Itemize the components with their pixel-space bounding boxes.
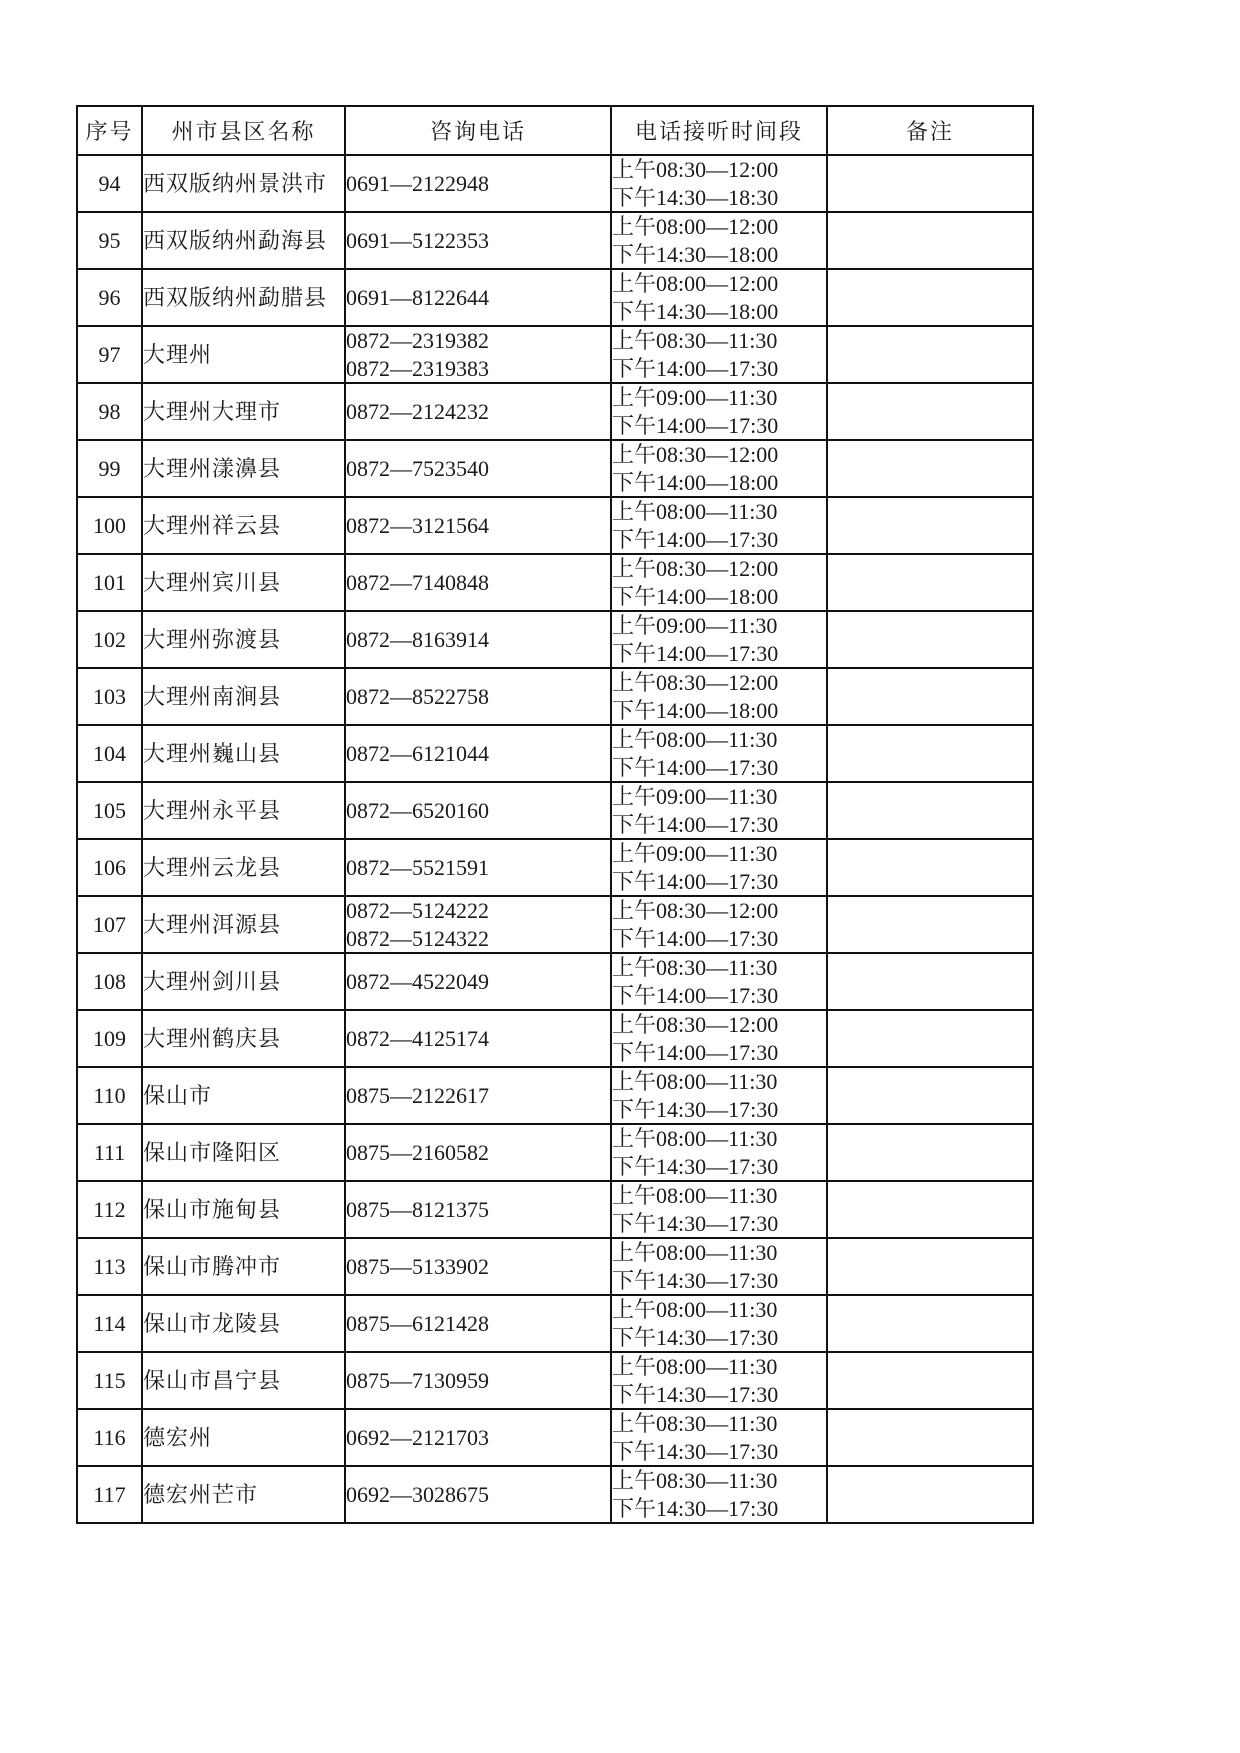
- remarks-cell: [827, 383, 1033, 440]
- phone-cell: [345, 1409, 611, 1466]
- region-name: 大理州南涧县: [142, 668, 345, 725]
- serial-number: 116: [77, 1409, 142, 1466]
- hours-cell: [611, 1124, 827, 1181]
- serial-number: 110: [77, 1067, 142, 1124]
- phone-number: 0872—2319383: [346, 355, 489, 381]
- phone-number: 0872—5124222: [346, 898, 489, 923]
- phone-number: 0691—2122948: [346, 170, 489, 196]
- morning-hours: 上午08:00—11:30: [612, 1297, 778, 1322]
- afternoon-hours: 下午14:30—18:00: [612, 298, 779, 324]
- phone-cell: [345, 554, 611, 611]
- morning-hours: 上午08:30—12:00: [612, 157, 779, 182]
- afternoon-hours: 下午14:00—17:30: [612, 868, 779, 894]
- phone-cell: [345, 782, 611, 839]
- hours-cell: [611, 554, 827, 611]
- morning-hours: 上午08:00—12:00: [612, 271, 779, 296]
- afternoon-hours: 下午14:00—17:30: [612, 1039, 779, 1065]
- serial-number: 117: [77, 1466, 142, 1523]
- remarks-cell: [827, 1295, 1033, 1352]
- table-row: [77, 440, 1033, 497]
- phone-cell: [345, 326, 611, 383]
- phone-cell: [345, 1124, 611, 1181]
- serial-number: 97: [77, 326, 142, 383]
- table-row: [77, 1181, 1033, 1238]
- table-row: [77, 212, 1033, 269]
- afternoon-hours: 下午14:00—17:30: [612, 526, 779, 552]
- table-header-row: [77, 106, 1033, 155]
- phone-cell: [345, 212, 611, 269]
- phone-number: 0875—6121428: [346, 1310, 489, 1336]
- table-row: [77, 1238, 1033, 1295]
- phone-cell: [345, 668, 611, 725]
- table-row: [77, 155, 1033, 212]
- phone-cell: [345, 1352, 611, 1409]
- serial-number: 109: [77, 1010, 142, 1067]
- serial-number: 115: [77, 1352, 142, 1409]
- hours-cell: [611, 611, 827, 668]
- remarks-cell: [827, 1181, 1033, 1238]
- phone-cell: [345, 497, 611, 554]
- morning-hours: 上午09:00—11:30: [612, 784, 778, 809]
- table-row: [77, 326, 1033, 383]
- region-name: 西双版纳州勐腊县: [142, 269, 345, 326]
- header-answer-hours: 电话接听时间段: [611, 106, 827, 155]
- table-row: [77, 782, 1033, 839]
- hours-cell: [611, 953, 827, 1010]
- hours-cell: [611, 1352, 827, 1409]
- morning-hours: 上午08:00—11:30: [612, 1069, 778, 1094]
- region-name: 大理州剑川县: [142, 953, 345, 1010]
- serial-number: 95: [77, 212, 142, 269]
- afternoon-hours: 下午14:00—17:30: [612, 811, 779, 837]
- afternoon-hours: 下午14:30—17:30: [612, 1495, 779, 1521]
- table-body: [77, 155, 1033, 1523]
- hours-cell: [611, 782, 827, 839]
- afternoon-hours: 下午14:30—17:30: [612, 1438, 779, 1464]
- phone-cell: [345, 269, 611, 326]
- serial-number: 105: [77, 782, 142, 839]
- phone-number: 0875—8121375: [346, 1196, 489, 1222]
- remarks-cell: [827, 326, 1033, 383]
- remarks-cell: [827, 1238, 1033, 1295]
- hours-cell: [611, 440, 827, 497]
- region-name: 保山市龙陵县: [142, 1295, 345, 1352]
- remarks-cell: [827, 1124, 1033, 1181]
- phone-cell: [345, 1295, 611, 1352]
- phone-cell: [345, 1238, 611, 1295]
- morning-hours: 上午09:00—11:30: [612, 841, 778, 866]
- phone-cell: [345, 1466, 611, 1523]
- serial-number: 107: [77, 896, 142, 953]
- table-row: [77, 668, 1033, 725]
- remarks-cell: [827, 554, 1033, 611]
- hours-cell: [611, 725, 827, 782]
- table-row: [77, 1466, 1033, 1523]
- region-name: 大理州云龙县: [142, 839, 345, 896]
- serial-number: 108: [77, 953, 142, 1010]
- hours-cell: [611, 1409, 827, 1466]
- region-name: 保山市腾冲市: [142, 1238, 345, 1295]
- serial-number: 106: [77, 839, 142, 896]
- phone-cell: [345, 440, 611, 497]
- serial-number: 104: [77, 725, 142, 782]
- afternoon-hours: 下午14:30—17:30: [612, 1153, 779, 1179]
- table-row: [77, 953, 1033, 1010]
- phone-number: 0872—6520160: [346, 797, 489, 823]
- afternoon-hours: 下午14:30—18:00: [612, 241, 779, 267]
- hours-cell: [611, 383, 827, 440]
- region-name: 保山市施甸县: [142, 1181, 345, 1238]
- region-name: 德宏州芒市: [142, 1466, 345, 1523]
- serial-number: 101: [77, 554, 142, 611]
- afternoon-hours: 下午14:00—17:30: [612, 754, 779, 780]
- region-name: 大理州永平县: [142, 782, 345, 839]
- morning-hours: 上午08:30—11:30: [612, 1411, 778, 1436]
- phone-cell: [345, 896, 611, 953]
- table-row: [77, 611, 1033, 668]
- table-row: [77, 1295, 1033, 1352]
- morning-hours: 上午09:00—11:30: [612, 385, 778, 410]
- phone-number: 0872—8522758: [346, 683, 489, 709]
- region-name: 大理州弥渡县: [142, 611, 345, 668]
- hours-cell: [611, 1295, 827, 1352]
- hours-cell: [611, 668, 827, 725]
- phone-number: 0875—7130959: [346, 1367, 489, 1393]
- hours-cell: [611, 269, 827, 326]
- morning-hours: 上午08:00—11:30: [612, 1240, 778, 1265]
- region-name: 西双版纳州景洪市: [142, 155, 345, 212]
- afternoon-hours: 下午14:00—17:30: [612, 982, 779, 1008]
- phone-cell: [345, 839, 611, 896]
- hours-cell: [611, 1067, 827, 1124]
- header-remarks: 备注: [827, 106, 1033, 155]
- hours-cell: [611, 155, 827, 212]
- morning-hours: 上午08:30—12:00: [612, 670, 779, 695]
- afternoon-hours: 下午14:30—18:30: [612, 184, 779, 210]
- region-name: 大理州巍山县: [142, 725, 345, 782]
- morning-hours: 上午08:30—11:30: [612, 328, 778, 353]
- serial-number: 103: [77, 668, 142, 725]
- table-row: [77, 839, 1033, 896]
- region-name: 保山市: [142, 1067, 345, 1124]
- table-row: [77, 497, 1033, 554]
- phone-number: 0872—2319382: [346, 328, 489, 353]
- phone-number: 0872—2124232: [346, 398, 489, 424]
- phone-number: 0872—3121564: [346, 512, 489, 538]
- region-name: 西双版纳州勐海县: [142, 212, 345, 269]
- phone-number: 0872—8163914: [346, 626, 489, 652]
- region-name: 大理州大理市: [142, 383, 345, 440]
- remarks-cell: [827, 155, 1033, 212]
- afternoon-hours: 下午14:00—17:30: [612, 355, 779, 381]
- remarks-cell: [827, 896, 1033, 953]
- afternoon-hours: 下午14:30—17:30: [612, 1324, 779, 1350]
- phone-number: 0872—5521591: [346, 854, 489, 880]
- phone-cell: [345, 1010, 611, 1067]
- header-consult-phone: 咨询电话: [345, 106, 611, 155]
- phone-number: 0692—3028675: [346, 1481, 489, 1507]
- afternoon-hours: 下午14:00—17:30: [612, 925, 779, 951]
- remarks-cell: [827, 611, 1033, 668]
- region-name: 保山市隆阳区: [142, 1124, 345, 1181]
- afternoon-hours: 下午14:00—17:30: [612, 412, 779, 438]
- remarks-cell: [827, 1067, 1033, 1124]
- hours-cell: [611, 1238, 827, 1295]
- region-name: 大理州鹤庆县: [142, 1010, 345, 1067]
- table-row: [77, 269, 1033, 326]
- afternoon-hours: 下午14:30—17:30: [612, 1267, 779, 1293]
- region-name: 大理州漾濞县: [142, 440, 345, 497]
- table-row: [77, 383, 1033, 440]
- phone-number: 0875—2160582: [346, 1139, 489, 1165]
- serial-number: 112: [77, 1181, 142, 1238]
- region-name: 德宏州: [142, 1409, 345, 1466]
- phone-number: 0872—4125174: [346, 1025, 489, 1051]
- afternoon-hours: 下午14:30—17:30: [612, 1096, 779, 1122]
- region-name: 保山市昌宁县: [142, 1352, 345, 1409]
- remarks-cell: [827, 1352, 1033, 1409]
- remarks-cell: [827, 1010, 1033, 1067]
- remarks-cell: [827, 497, 1033, 554]
- table-row: [77, 1409, 1033, 1466]
- remarks-cell: [827, 839, 1033, 896]
- phone-number: 0691—5122353: [346, 227, 489, 253]
- consultation-phone-table: [76, 105, 1034, 1524]
- remarks-cell: [827, 1466, 1033, 1523]
- remarks-cell: [827, 782, 1033, 839]
- serial-number: 113: [77, 1238, 142, 1295]
- serial-number: 98: [77, 383, 142, 440]
- phone-cell: [345, 1067, 611, 1124]
- serial-number: 100: [77, 497, 142, 554]
- serial-number: 102: [77, 611, 142, 668]
- morning-hours: 上午08:00—11:30: [612, 1354, 778, 1379]
- afternoon-hours: 下午14:00—18:00: [612, 583, 779, 609]
- phone-number: 0691—8122644: [346, 284, 489, 310]
- phone-number: 0872—6121044: [346, 740, 489, 766]
- region-name: 大理州: [142, 326, 345, 383]
- hours-cell: [611, 1466, 827, 1523]
- remarks-cell: [827, 953, 1033, 1010]
- phone-number: 0875—5133902: [346, 1253, 489, 1279]
- hours-cell: [611, 896, 827, 953]
- region-name: 大理州祥云县: [142, 497, 345, 554]
- phone-cell: [345, 383, 611, 440]
- hours-cell: [611, 212, 827, 269]
- header-region-name: 州市县区名称: [142, 106, 345, 155]
- hours-cell: [611, 497, 827, 554]
- afternoon-hours: 下午14:00—18:00: [612, 697, 779, 723]
- phone-number: 0872—7140848: [346, 569, 489, 595]
- header-serial-number: 序号: [77, 106, 142, 155]
- phone-cell: [345, 953, 611, 1010]
- phone-cell: [345, 611, 611, 668]
- morning-hours: 上午08:30—12:00: [612, 556, 779, 581]
- remarks-cell: [827, 212, 1033, 269]
- phone-number: 0875—2122617: [346, 1082, 489, 1108]
- serial-number: 99: [77, 440, 142, 497]
- phone-number: 0692—2121703: [346, 1424, 489, 1450]
- remarks-cell: [827, 440, 1033, 497]
- remarks-cell: [827, 668, 1033, 725]
- hours-cell: [611, 1181, 827, 1238]
- morning-hours: 上午08:00—11:30: [612, 1126, 778, 1151]
- hours-cell: [611, 839, 827, 896]
- serial-number: 111: [77, 1124, 142, 1181]
- table-row: [77, 1010, 1033, 1067]
- afternoon-hours: 下午14:30—17:30: [612, 1210, 779, 1236]
- table-row: [77, 896, 1033, 953]
- region-name: 大理州宾川县: [142, 554, 345, 611]
- phone-cell: [345, 725, 611, 782]
- morning-hours: 上午08:30—11:30: [612, 955, 778, 980]
- afternoon-hours: 下午14:00—18:00: [612, 469, 779, 495]
- table-row: [77, 1067, 1033, 1124]
- phone-cell: [345, 1181, 611, 1238]
- phone-cell: [345, 155, 611, 212]
- afternoon-hours: 下午14:00—17:30: [612, 640, 779, 666]
- morning-hours: 上午08:30—11:30: [612, 1468, 778, 1493]
- morning-hours: 上午08:00—11:30: [612, 1183, 778, 1208]
- serial-number: 96: [77, 269, 142, 326]
- phone-number: 0872—7523540: [346, 455, 489, 481]
- region-name: 大理州洱源县: [142, 896, 345, 953]
- morning-hours: 上午08:30—12:00: [612, 898, 779, 923]
- hours-cell: [611, 1010, 827, 1067]
- morning-hours: 上午08:00—11:30: [612, 727, 778, 752]
- morning-hours: 上午09:00—11:30: [612, 613, 778, 638]
- remarks-cell: [827, 269, 1033, 326]
- phone-number: 0872—5124322: [346, 925, 489, 951]
- table-row: [77, 554, 1033, 611]
- serial-number: 114: [77, 1295, 142, 1352]
- remarks-cell: [827, 1409, 1033, 1466]
- table-row: [77, 1352, 1033, 1409]
- morning-hours: 上午08:00—11:30: [612, 499, 778, 524]
- phone-number: 0872—4522049: [346, 968, 489, 994]
- remarks-cell: [827, 725, 1033, 782]
- table-row: [77, 1124, 1033, 1181]
- morning-hours: 上午08:00—12:00: [612, 214, 779, 239]
- afternoon-hours: 下午14:30—17:30: [612, 1381, 779, 1407]
- morning-hours: 上午08:30—12:00: [612, 1012, 779, 1037]
- hours-cell: [611, 326, 827, 383]
- table-row: [77, 725, 1033, 782]
- morning-hours: 上午08:30—12:00: [612, 442, 779, 467]
- serial-number: 94: [77, 155, 142, 212]
